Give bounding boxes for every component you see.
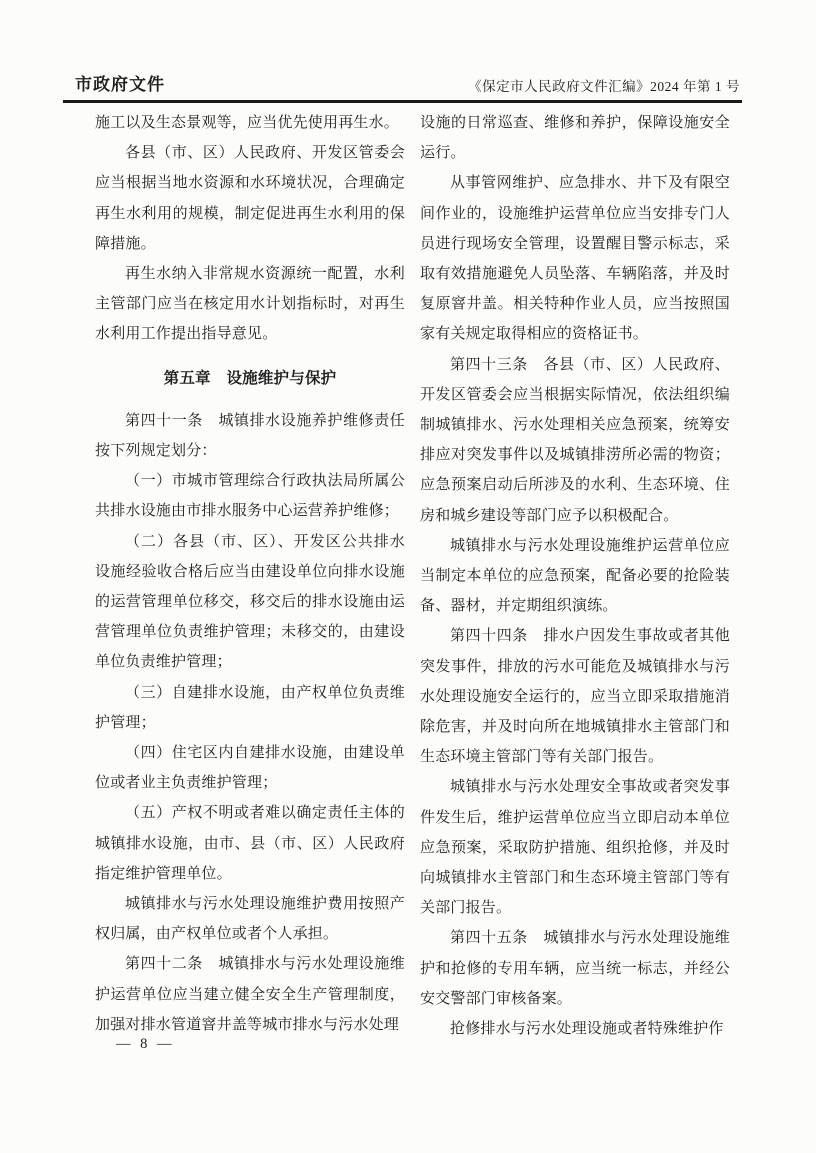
- body-paragraph: 城镇排水与污水处理安全事故或者突发事件发生后，维护运营单位应当立即启动本单位应急预案，采取防护措施、组织抢修，并及时向城镇排水主管部门和生态环境主管部门等有关部门报告。: [420, 779, 730, 917]
- body-paragraph: 城镇排水与污水处理设施维护运营单位应当制定本单位的应急预案，配备必要的抢险装备、器材，并定期组织演练。: [420, 537, 730, 615]
- header-compilation-title: 《保定市人民政府文件汇编》2024 年第 1 号: [468, 79, 740, 94]
- body-paragraph: （二）各县（市、区）、开发区公共排水设施经验收合格后应当由建设单位向排水设施的运营管理单位移交，移交后的排水设施由运营管理单位负责维护管理；未移交的，由建设单位负责维护管理；: [95, 533, 405, 671]
- body-paragraph: 再生水纳入非常规水资源统一配置，水利主管部门应当在核定用水计划指标时，对再生水利用工作提出指导意见。: [95, 266, 405, 343]
- text-columns: [95, 108, 730, 1044]
- article-paragraph: 第四十二条 城镇排水与污水处理设施维护运营单位应当建立健全安全生产管理制度，加强对排水管道窨井盖等城市排水与污水处理: [95, 956, 405, 1033]
- body-paragraph: （四）住宅区内自建排水设施，由建设单位或者业主负责维护管理；: [95, 745, 405, 792]
- body-paragraph: （一）市城市管理综合行政执法局所属公共排水设施由市排水服务中心运营养护维修；: [95, 473, 405, 520]
- article-paragraph: 第四十五条 城镇排水与污水处理设施维护和抢修的专用车辆，应当统一标志，并经公安交警部门审核备案。: [420, 930, 730, 1007]
- article-paragraph: 第四十四条 排水户因发生事故或者其他突发事件，排放的污水可能危及城镇排水与污水处理设施安全运行的，应当立即采取措施消除危害，并及时向所在地城镇排水主管部门和生态环境主管部门等有关部门报告。: [420, 628, 730, 766]
- article-paragraph: 第四十一条 城镇排水设施养护维修责任按下列规定划分：: [95, 412, 405, 460]
- body-paragraph: 抢修排水与污水处理设施或者特殊维护作: [450, 1021, 724, 1038]
- header-section-title: 市政府文件: [75, 75, 165, 94]
- article-paragraph: 第四十三条 各县（市、区）人民政府、开发区管委会应当根据实际情况，依法组织编制城镇排水、污水处理相关应急预案，统筹安排应对突发事件以及城镇排涝所必需的物资；应急预案启动后所涉及的水利、生态环境、住房和城乡建设等部门应予以积极配合。: [420, 356, 730, 524]
- continuation-paragraph: 设施的日常巡查、维修和养护，保障设施安全运行。: [420, 115, 730, 162]
- body-paragraph: 城镇排水与污水处理设施维护费用按照产权归属，由产权单位或者个人承担。: [95, 896, 405, 943]
- right-column: [420, 108, 730, 1044]
- page-header: [63, 70, 742, 103]
- body-paragraph: 各县（市、区）人民政府、开发区管委会应当根据当地水资源和水环境状况，合理确定再生水利用的规模，制定促进再生水利用的保障措施。: [95, 145, 405, 252]
- body-paragraph: （三）自建排水设施，由产权单位负责维护管理；: [95, 684, 405, 731]
- continuation-paragraph: 施工以及生态景观等，应当优先使用再生水。: [95, 115, 400, 131]
- page-number: — 8 —: [116, 1036, 175, 1052]
- left-column: [95, 108, 405, 1044]
- body-paragraph: （五）产权不明或者难以确定责任主体的城镇排水设施，由市、县（市、区）人民政府指定维护管理单位。: [95, 805, 405, 882]
- body-paragraph: 从事管网维护、应急排水、井下及有限空间作业的，设施维护运营单位应当安排专门人员进行现场安全管理，设置醒目警示标志，采取有效措施避免人员坠落、车辆陷落，并及时复原窨井盖。相关特种作业人员，应当按照国家有关规定取得相应的资格证书。: [420, 175, 730, 343]
- chapter-heading: 第五章 设施维护与保护: [163, 369, 337, 387]
